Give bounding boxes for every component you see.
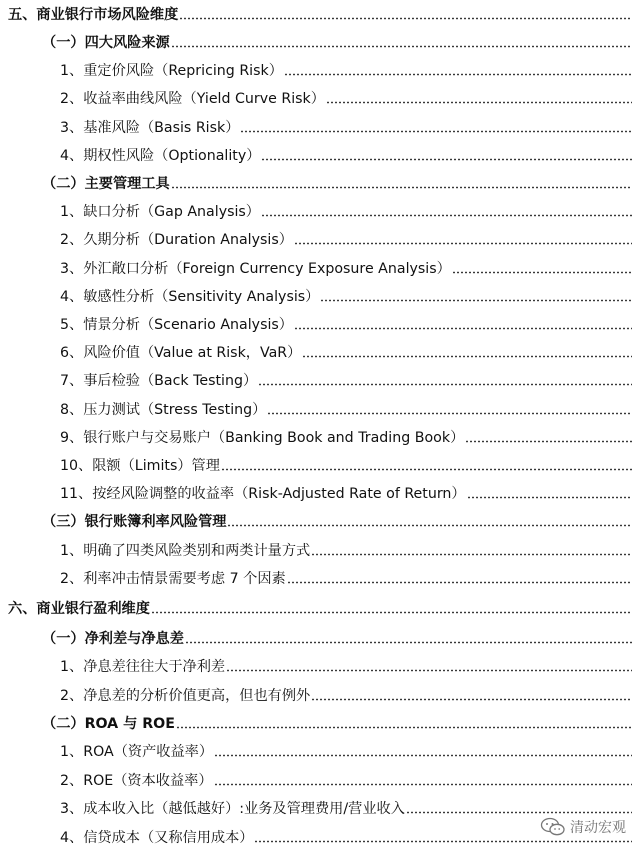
toc-entry-label: 3、成本收入比（越低越好）:业务及管理费用/营业收入: [0, 800, 406, 818]
dot-leader: [287, 580, 632, 584]
dot-leader: [171, 185, 632, 189]
dot-leader: [226, 668, 632, 672]
toc-entry-label: 4、信贷成本（又称信用成本）: [0, 829, 254, 847]
toc-entry-item[interactable]: [0, 794, 640, 818]
toc-entry-label: 6、风险价值（Value at Risk，VaR）: [0, 344, 302, 362]
toc-entry-label: 2、收益率曲线风险（Yield Curve Risk）: [0, 90, 326, 108]
dot-leader: [254, 839, 632, 843]
toc-entry-item[interactable]: [0, 737, 640, 761]
toc-entry-label: 1、ROA（资产收益率）: [0, 743, 214, 761]
toc-entry-label: 六、商业银行盈利维度: [0, 600, 151, 618]
toc-entry-label: 五、商业银行市场风险维度: [0, 6, 179, 24]
toc-entry-label: （二）主要管理工具: [0, 175, 171, 193]
toc-entry-label: 8、压力测试（Stress Testing）: [0, 401, 267, 419]
toc-entry-item[interactable]: [0, 681, 640, 705]
toc-entry-label: （二）ROA 与 ROE: [0, 715, 176, 733]
dot-leader: [406, 810, 632, 814]
dot-leader: [227, 523, 632, 527]
toc-entry-label: 3、外汇敞口分析（Foreign Currency Exposure Analysis）: [0, 260, 452, 278]
toc-entry-subsection[interactable]: [0, 507, 640, 531]
dot-leader: [221, 467, 632, 471]
toc-entry-label: 11、按经风险调整的收益率（Risk-Adjusted Rate of Return）: [0, 485, 467, 503]
dot-leader: [452, 270, 632, 274]
dot-leader: [320, 298, 632, 302]
toc-entry-item[interactable]: [0, 366, 640, 390]
toc-entry-label: 9、银行账户与交易账户（Banking Book and Trading Book）: [0, 429, 465, 447]
toc-entry-item[interactable]: [0, 197, 640, 221]
dot-leader: [311, 552, 632, 556]
dot-leader: [171, 44, 632, 48]
wechat-logo-icon: [540, 817, 566, 837]
toc-entry-subsection[interactable]: [0, 709, 640, 733]
toc-entry-label: 7、事后检验（Back Testing）: [0, 372, 258, 390]
toc-entry-label: （一）四大风险来源: [0, 34, 171, 52]
toc-entry-item[interactable]: [0, 766, 640, 790]
dot-leader: [214, 753, 632, 757]
watermark: [540, 817, 626, 837]
toc-entry-item[interactable]: [0, 225, 640, 249]
dot-leader: [179, 16, 632, 20]
toc-entry-item[interactable]: [0, 141, 640, 165]
toc-entry-label: 3、基准风险（Basis Risk）: [0, 119, 240, 137]
toc-entry-label: 5、情景分析（Scenario Analysis）: [0, 316, 294, 334]
dot-leader: [302, 354, 632, 358]
dot-leader: [311, 697, 632, 701]
dot-leader: [258, 382, 632, 386]
toc-entry-item[interactable]: [0, 423, 640, 447]
toc-entry-label: 1、缺口分析（Gap Analysis）: [0, 203, 261, 221]
toc-entry-item[interactable]: [0, 113, 640, 137]
dot-leader: [185, 640, 632, 644]
toc-entry-label: （三）银行账簿利率风险管理: [0, 513, 227, 531]
toc-entry-label: 10、限额（Limits）管理: [0, 457, 221, 475]
dot-leader: [465, 439, 632, 443]
dot-leader: [326, 100, 632, 104]
toc-entry-label: 4、期权性风险（Optionality）: [0, 147, 261, 165]
toc-entry-subsection[interactable]: [0, 28, 640, 52]
toc-entry-item[interactable]: [0, 564, 640, 588]
dot-leader: [151, 610, 632, 614]
toc-entry-subsection[interactable]: [0, 624, 640, 648]
toc-entry-item[interactable]: [0, 254, 640, 278]
toc-entry-label: 2、利率冲击情景需要考虑 7 个因素: [0, 570, 287, 588]
toc-entry-label: （一）净利差与净息差: [0, 630, 185, 648]
dot-leader: [261, 213, 632, 217]
toc-entry-item[interactable]: [0, 56, 640, 80]
toc-entry-item[interactable]: [0, 536, 640, 560]
toc-entry-section-5[interactable]: [0, 0, 640, 24]
watermark-text: 清动宏观: [570, 820, 626, 836]
toc-entry-label: 2、净息差的分析价值更高，但也有例外: [0, 687, 311, 705]
toc-entry-item[interactable]: [0, 395, 640, 419]
toc-entry-subsection[interactable]: [0, 169, 640, 193]
toc-entry-label: 1、重定价风险（Repricing Risk）: [0, 62, 284, 80]
toc-entry-label: 2、ROE（资本收益率）: [0, 772, 214, 790]
dot-leader: [176, 725, 632, 729]
toc-entry-label: 4、敏感性分析（Sensitivity Analysis）: [0, 288, 320, 306]
toc-entry-section-6[interactable]: [0, 594, 640, 618]
dot-leader: [284, 72, 632, 76]
toc-entry-label: 1、净息差往往大于净利差: [0, 658, 226, 676]
dot-leader: [294, 241, 632, 245]
toc-entry-item[interactable]: [0, 652, 640, 676]
dot-leader: [467, 495, 632, 499]
toc-entry-item[interactable]: [0, 451, 640, 475]
toc-entry-item[interactable]: [0, 282, 640, 306]
dot-leader: [267, 411, 632, 415]
dot-leader: [240, 129, 632, 133]
toc-entry-label: 1、明确了四类风险类别和两类计量方式: [0, 542, 311, 560]
dot-leader: [261, 157, 632, 161]
toc-entry-label: 2、久期分析（Duration Analysis）: [0, 231, 294, 249]
toc-entry-item[interactable]: [0, 479, 640, 503]
dot-leader: [214, 782, 632, 786]
toc-entry-item[interactable]: [0, 310, 640, 334]
toc-entry-item[interactable]: [0, 338, 640, 362]
toc-entry-item[interactable]: [0, 84, 640, 108]
dot-leader: [294, 326, 632, 330]
